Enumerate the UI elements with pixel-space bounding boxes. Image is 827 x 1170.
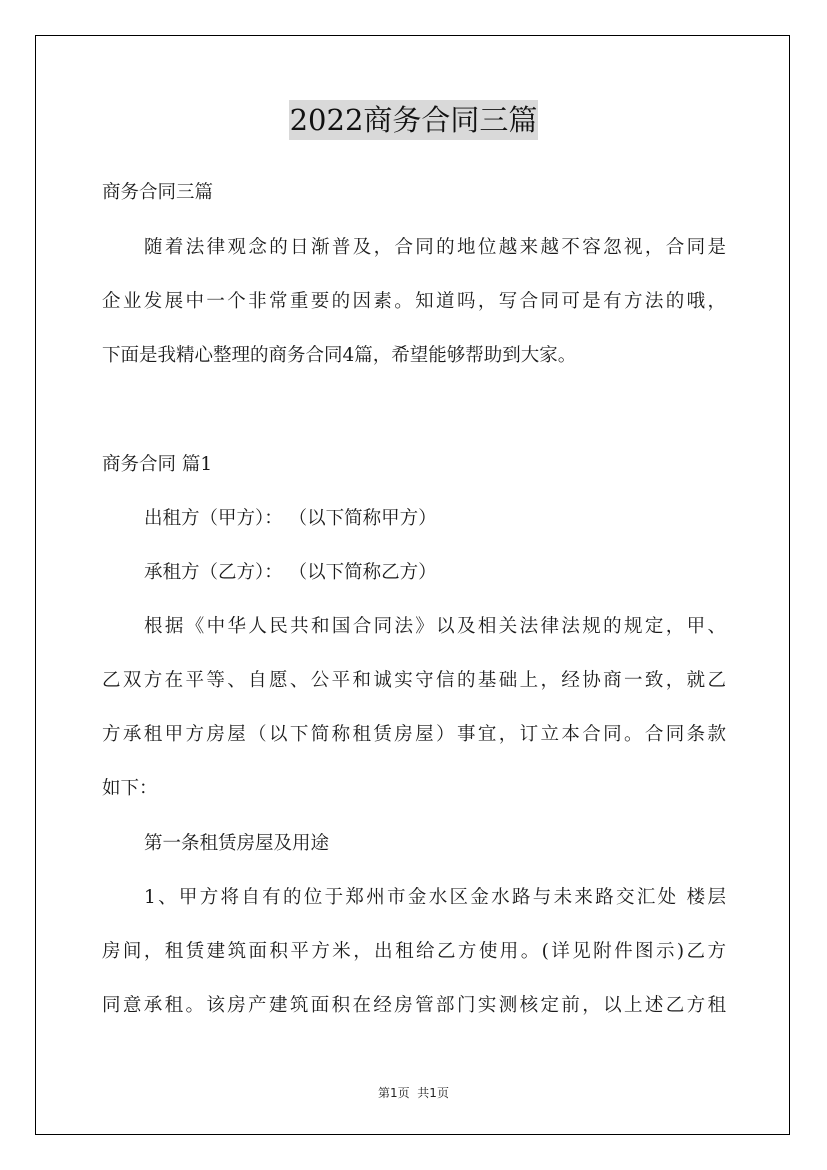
article-heading: 第一条租赁房屋及用途: [144, 833, 330, 854]
paragraph-line: 下面是我精心整理的商务合同4篇，希望能够帮助到大家。: [102, 345, 577, 366]
page-number-footer: 第1页 共1页: [378, 1086, 449, 1100]
document-title: 2022商务合同三篇: [289, 100, 539, 140]
paragraph-line: 如下：: [102, 778, 158, 799]
paragraph-line: 方承租甲方房屋（以下简称租赁房屋）事宜，订立本合同。合同条款: [102, 724, 726, 745]
paragraph-line: 房间，租赁建筑面积平方米，出租给乙方使用。(详见附件图示)乙方: [102, 941, 726, 962]
paragraph-line: 企业发展中一个非常重要的因素。知道吗，写合同可是有方法的哦，: [102, 291, 726, 312]
doc-heading: 商务合同三篇: [102, 182, 214, 203]
paragraph-line: 出租方（甲方）： （以下简称甲方）: [144, 508, 437, 529]
paragraph-line: 根据《中华人民共和国合同法》以及相关法律法规的规定，甲、: [144, 616, 726, 637]
paragraph-line: 承租方（乙方）： （以下简称乙方）: [144, 562, 437, 583]
paragraph-line: 乙双方在平等、自愿、公平和诚实守信的基础上，经协商一致，就乙: [102, 670, 726, 691]
title-wrap: [0, 100, 827, 140]
paragraph-line: 同意承租。该房产建筑面积在经房管部门实测核定前，以上述乙方租: [102, 995, 726, 1016]
section-heading: 商务合同 篇1: [102, 454, 213, 475]
paragraph-line: 随着法律观念的日渐普及，合同的地位越来越不容忽视，合同是: [144, 237, 726, 258]
paragraph-line: 1、甲方将自有的位于郑州市金水区金水路与未来路交汇处 楼层: [144, 887, 726, 908]
